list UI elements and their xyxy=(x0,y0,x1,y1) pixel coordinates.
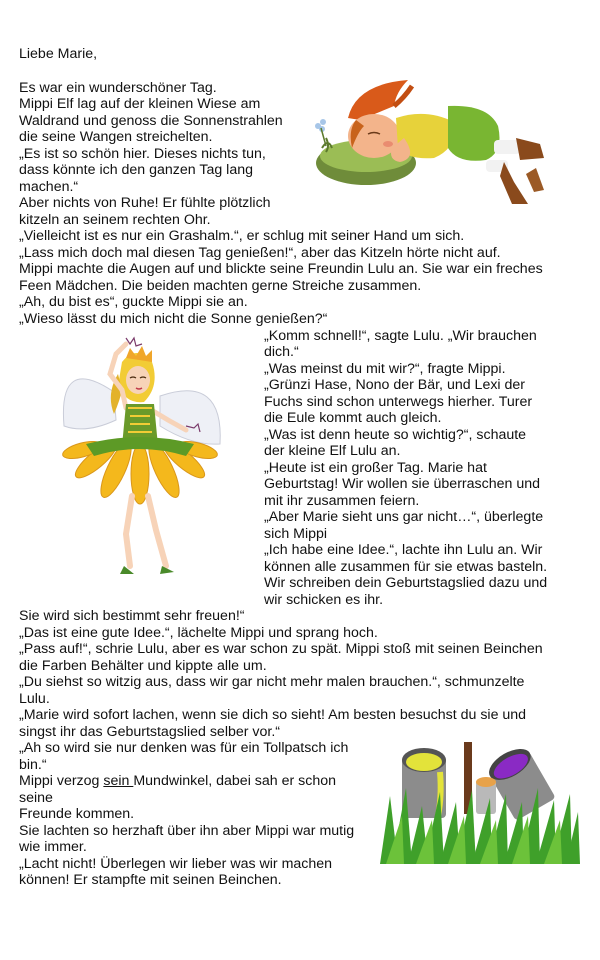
text-line: „Marie wird sofort lachen, wenn sie dich so sieht! Am besten besuchst du sie und xyxy=(19,707,527,723)
text-line: „Lacht nicht! Überlegen wir lieber was wir machen xyxy=(19,856,333,872)
text-line: die seine Wangen streichelten. xyxy=(19,129,213,145)
text-line xyxy=(19,773,336,789)
text-line: „Ah so wird sie nur denken was für ein Tollpatsch ich xyxy=(19,740,349,756)
text-line: Mippi machte die Augen auf und blickte seine Freundin Lulu an. Sie war ein freches xyxy=(19,261,543,277)
text-line: Fuchs sind schon unterwegs hierher. Turer xyxy=(264,394,533,410)
text-line: Mippi Elf lag auf der kleinen Wiese am xyxy=(19,96,261,112)
text-line: Sie lachten so herzhaft über ihn aber Mippi war mutig xyxy=(19,823,355,839)
underlined-word: sein xyxy=(103,773,134,789)
text-line: dich.“ xyxy=(264,344,299,360)
text-line: können alle zusammen für sie etwas basteln. xyxy=(264,559,548,575)
text-line: bin.“ xyxy=(19,757,47,773)
text-line: die Farben Behälter und kippte alle um. xyxy=(19,658,267,674)
text-line: kitzeln an seinem rechten Ohr. xyxy=(19,212,211,228)
text-line: „Es ist so schön hier. Dieses nichts tun, xyxy=(19,146,266,162)
text-line: Wir schreiben dein Geburtstagslied dazu und xyxy=(264,575,548,591)
text-line: Waldrand und genoss die Sonnenstrahlen xyxy=(19,113,283,129)
text-line: „Ah, du bist es“, guckte Mippi sie an. xyxy=(19,294,248,310)
text-line: „Vielleicht ist es nur ein Grashalm.“, er schlug mit seiner Hand um sich. xyxy=(19,228,465,244)
text-line: seine xyxy=(19,790,53,806)
text-line: singst ihr das Geburtstagslied selber vor.“ xyxy=(19,724,281,740)
text-line: der kleine Elf Lulu an. xyxy=(264,443,401,459)
text-line: Freunde kommen. xyxy=(19,806,135,822)
text-line: „Lass mich doch mal diesen Tag genießen!“, aber das Kitzeln hörte nicht auf. xyxy=(19,245,501,261)
sleeping-elf-illustration xyxy=(308,78,546,206)
text-line: mit ihr zusammen feiern. xyxy=(264,493,420,509)
text-line: „Aber Marie sieht uns gar nicht…“, überlegte xyxy=(264,509,544,525)
text-line: „Das ist eine gute Idee.“, lächelte Mippi und sprang hoch. xyxy=(19,625,378,641)
text-segment: Mippi verzog xyxy=(19,773,104,789)
text-line: dass könnte ich den ganzen Tag lang xyxy=(19,162,254,178)
text-line: „Pass auf!“, schrie Lulu, aber es war schon zu spät. Mippi stoß mit seinen Beinchen xyxy=(19,641,543,657)
text-line: wir schicken es ihr. xyxy=(264,592,384,608)
text-line: „Ich habe eine Idee.“, lachte ihn Lulu an. Wir xyxy=(264,542,543,558)
text-line: „Du siehst so witzig aus, dass wir gar nicht mehr malen brauchen.“, schmunzelte xyxy=(19,674,525,690)
text-line: „Was ist denn heute so wichtig?“, schaute xyxy=(264,427,527,443)
text-line: die Eule kommt auch gleich. xyxy=(264,410,442,426)
text-line: Sie wird sich bestimmt sehr freuen!“ xyxy=(19,608,245,624)
text-line: machen.“ xyxy=(19,179,79,195)
text-line: Geburtstag! Wir wollen sie überraschen und xyxy=(264,476,541,492)
text-line: Lulu. xyxy=(19,691,50,707)
text-line: können! Er stampfte mit seinen Beinchen. xyxy=(19,872,282,888)
text-line: Feen Mädchen. Die beiden machten gerne Streiche zusammen. xyxy=(19,278,422,294)
text-line: „Grünzi Hase, Nono der Bär, und Lexi der xyxy=(264,377,526,393)
text-line: „Was meinst du mit wir?“, fragte Mippi. xyxy=(264,361,506,377)
salutation: Liebe Marie, xyxy=(19,46,98,62)
text-line: Es war ein wunderschöner Tag. xyxy=(19,80,217,96)
text-line: wie immer. xyxy=(19,839,87,855)
text-line: „Heute ist ein großer Tag. Marie hat xyxy=(264,460,487,476)
text-segment: Mundwinkel, dabei sah er schon xyxy=(133,773,337,789)
text-line: „Wieso lässt du mich nicht die Sonne genießen?“ xyxy=(19,311,328,327)
text-line: „Komm schnell!“, sagte Lulu. „Wir brauchen xyxy=(264,328,537,344)
flower-fairy-illustration xyxy=(56,334,226,592)
text-line: sich Mippi xyxy=(264,526,328,542)
paint-pots-in-grass-illustration xyxy=(380,736,580,864)
text-line: Aber nichts von Ruhe! Er fühlte plötzlich xyxy=(19,195,271,211)
